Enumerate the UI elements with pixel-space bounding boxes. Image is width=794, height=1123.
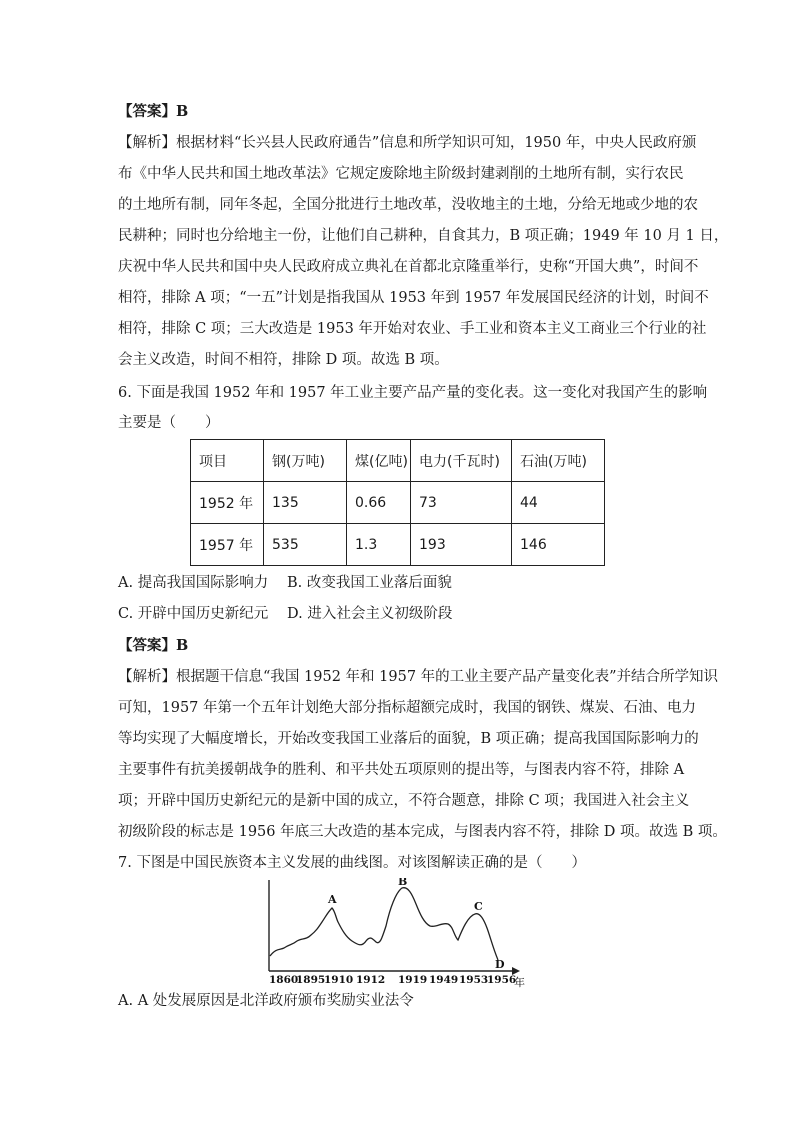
q5-analysis-line: 【解析】根据材料“长兴县人民政府通告”信息和所学知识可知，1950 年，中央人民政府颁 [118, 135, 697, 151]
q5-analysis-line: 的土地所有制，同年冬起，全国分批进行土地改革，没收地主的土地，分给无地或少地的农 [118, 197, 698, 213]
point-label-a: A [328, 893, 337, 906]
q5-analysis-line: 会主义改造，时间不相符，排除 D 项。故选 B 项。 [118, 352, 449, 368]
table-cell: 146 [512, 524, 605, 566]
table-header-cell: 项目 [191, 440, 264, 482]
q6-stem-line: 主要是（ ） [118, 415, 220, 431]
point-label-c: C [474, 900, 483, 913]
x-tick-label: 1949 [429, 974, 459, 986]
q5-analysis-line: 庆祝中华人民共和国中央人民政府成立典礼在首都北京隆重举行，史称“开国大典”，时间不 [118, 259, 699, 275]
x-tick-label: 1910 [324, 974, 354, 986]
table-header-cell: 石油(万吨) [512, 440, 605, 482]
q6-analysis-line: 主要事件有抗美援朝战争的胜利、和平共处五项原则的提出等，与图表内容不符，排除 A [118, 762, 685, 778]
x-tick-label: 1895 [296, 974, 326, 986]
x-tick-label: 1953 [459, 974, 489, 986]
point-label-b: B [398, 878, 408, 888]
q5-analysis-line: 布《中华人民共和国土地改革法》它规定废除地主阶级封建剥削的土地所有制，实行农民 [118, 166, 684, 182]
capitalism-development-curve [262, 878, 532, 988]
x-tick-label: 1956 [487, 974, 517, 986]
production-table [190, 439, 605, 566]
x-tick-label: 1912 [356, 974, 386, 986]
table-cell: 1957 年 [191, 524, 264, 566]
q6-option-d: D. 进入社会主义初级阶段 [287, 606, 453, 622]
table-cell: 193 [411, 524, 512, 566]
q6-option-b: B. 改变我国工业落后面貌 [287, 575, 452, 591]
q6-analysis-line: 【解析】根据题干信息“我国 1952 年和 1957 年的工业主要产品产量变化表”并结合所学知识 [118, 669, 719, 685]
q5-analysis-line: 相符，排除 C 项；三大改造是 1953 年开始对农业、手工业和资本主义工商业三个行业的社 [118, 321, 707, 337]
q6-option-a: A. 提高我国国际影响力 [118, 575, 269, 591]
table-row [191, 482, 605, 524]
q5-analysis-line: 相符，排除 A 项；“一五”计划是指我国从 1953 年到 1957 年发展国民经济的计划，时间不 [118, 290, 709, 306]
table-cell: 44 [512, 482, 605, 524]
table-header-cell: 钢(万吨) [264, 440, 347, 482]
table-cell: 73 [411, 482, 512, 524]
q5-analysis-line: 民耕种；同时也分给地主一份，让他们自己耕种，自食其力，B 项正确；1949 年 10 月 1 日， [118, 228, 729, 244]
table-row [191, 524, 605, 566]
q6-analysis-line: 等均实现了大幅度增长，开始改变我国工业落后的面貌，B 项正确；提高我国国际影响力的 [118, 731, 699, 747]
q7-stem: 7. 下图是中国民族资本主义发展的曲线图。对该图解读正确的是（ ） [118, 855, 586, 871]
table-cell: 0.66 [347, 482, 411, 524]
table-header-row [191, 440, 605, 482]
q6-answer: 【答案】B [118, 637, 189, 654]
table-header-cell: 煤(亿吨) [347, 440, 411, 482]
q6-analysis-line: 可知，1957 年第一个五年计划绝大部分指标超额完成时，我国的钢铁、煤炭、石油、电力 [118, 700, 697, 716]
point-label-d: D [495, 958, 505, 971]
q6-analysis-line: 初级阶段的标志是 1956 年底三大改造的基本完成，与图表内容不符，排除 D 项。故选 B 项。 [118, 824, 727, 840]
x-tick-label: 1919 [398, 974, 428, 986]
table-cell: 1952 年 [191, 482, 264, 524]
q7-option-a: A. A 处发展原因是北洋政府颁布奖励实业法令 [118, 993, 414, 1009]
x-tick-label: 1860 [269, 974, 299, 986]
q5-answer: 【答案】B [118, 103, 189, 120]
q6-stem-line: 6. 下面是我国 1952 年和 1957 年工业主要产品产量的变化表。这一变化对我国产生的影响 [118, 385, 708, 401]
table-cell: 1.3 [347, 524, 411, 566]
table-cell: 135 [264, 482, 347, 524]
development-curve-line [270, 888, 498, 960]
q6-analysis-line: 项；开辟中国历史新纪元的是新中国的成立，不符合题意，排除 C 项；我国进入社会主义 [118, 793, 690, 809]
q6-option-c: C. 开辟中国历史新纪元 [118, 606, 269, 622]
x-axis-unit: 年 [514, 976, 525, 988]
table-cell: 535 [264, 524, 347, 566]
table-header-cell: 电力(千瓦时) [411, 440, 512, 482]
